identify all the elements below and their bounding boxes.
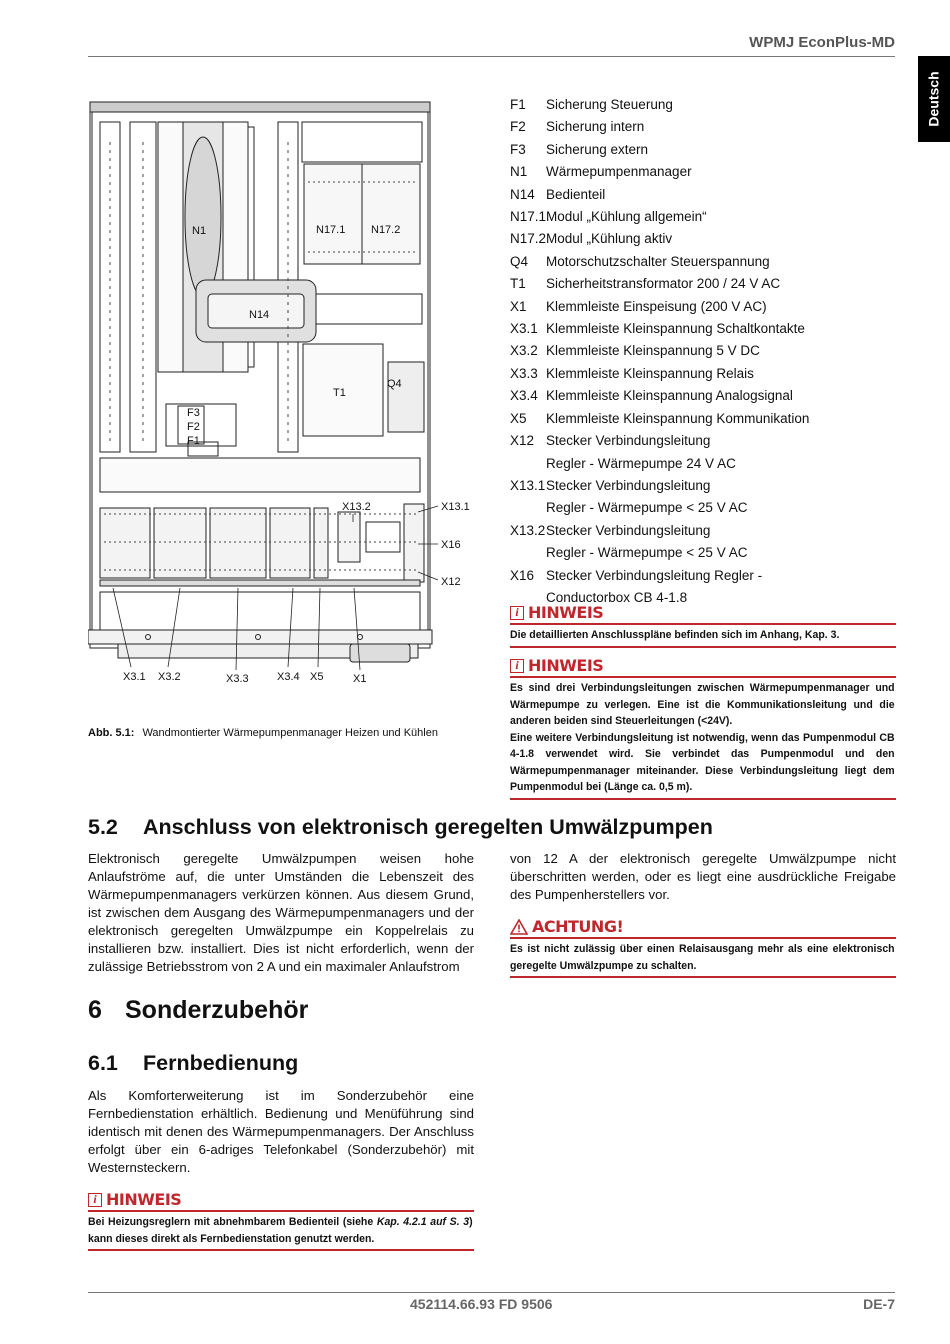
- label-f2: F2: [187, 421, 200, 433]
- note-hint-3: [88, 1190, 474, 1251]
- control-cabinet-diagram: [88, 82, 478, 688]
- legend-code: X3.2: [510, 343, 538, 359]
- legend-description-line: Conductorbox CB 4-1.8: [546, 589, 688, 605]
- legend-description-line: Sicherung extern: [546, 141, 649, 157]
- language-tab-label: Deutsch: [926, 71, 943, 127]
- legend-code: X3.1: [510, 321, 538, 337]
- legend-item: [510, 340, 900, 362]
- legend-description: [546, 296, 900, 318]
- figure-caption-text: Wandmontierter Wärmepumpenmanager Heizen und Kühlen: [142, 727, 438, 739]
- label-x13-2: X13.2: [342, 501, 371, 513]
- legend-description-line: Modul „Kühlung allgemein“: [546, 209, 707, 225]
- legend-code: X3.4: [510, 388, 538, 404]
- legend-code: F3: [510, 141, 526, 157]
- note-body-reference: Kap. 4.2.1 auf S. 3: [376, 1216, 470, 1228]
- legend-description-line: Stecker Verbindungsleitung: [546, 522, 711, 538]
- note-body-part-2: Eine weitere Verbindungsleitung ist notwendig, wenn das Pumpenmodul CB 4-1.8 verwendet wird. Sie verbindet das Pumpenmodul und den Wärmepumpenmanager miteinander. Diese Verbindungsleitung liegt dem Pumpenmodul bei (Länge ca. 0,5 m).: [510, 731, 895, 793]
- legend-item: [510, 475, 900, 520]
- legend-description: [546, 385, 900, 407]
- legend-item: [510, 206, 900, 228]
- legend-code: F2: [510, 119, 526, 135]
- note-hint-1: [510, 603, 896, 648]
- legend-code: N14: [510, 186, 535, 202]
- note-header: [510, 656, 896, 678]
- legend-code: X3.3: [510, 365, 538, 381]
- legend-code: F1: [510, 97, 526, 112]
- label-x3-2: X3.2: [158, 671, 181, 683]
- legend-item: [510, 251, 900, 273]
- legend-item: [510, 139, 900, 161]
- language-tab: [918, 56, 950, 142]
- legend-code: X13.1: [510, 477, 546, 493]
- legend-item: [510, 94, 900, 116]
- legend-item: [510, 228, 900, 250]
- figure-caption: [88, 727, 438, 739]
- label-x12: X12: [441, 576, 461, 588]
- legend-description: [546, 475, 900, 520]
- note-body: [510, 678, 895, 798]
- warning-title: ACHTUNG!: [532, 917, 624, 936]
- section-number: 6.1: [88, 1051, 118, 1075]
- legend-item: [510, 430, 900, 475]
- label-x13-1: X13.1: [441, 501, 470, 513]
- note-header: [510, 603, 896, 625]
- label-n17-2: N17.2: [371, 224, 401, 236]
- legend-code: X16: [510, 567, 535, 583]
- legend-description-line: Klemmleiste Kleinspannung Kommunikation: [546, 410, 810, 426]
- legend-item: [510, 296, 900, 318]
- header-title: WPMJ EconPlus-MD: [749, 34, 895, 51]
- note-body-part-1: Es sind drei Verbindungsleitungen zwischen Wärmepumpenmanager und Wärmepumpe zu verlegen. Eine ist die Kommunikationsleitung und die anderen beiden sind Steuerleitungen (<24V).: [510, 682, 895, 727]
- legend-item: [510, 184, 900, 206]
- legend-description-line: Stecker Verbindungsleitung: [546, 433, 711, 449]
- legend-description: [546, 228, 900, 250]
- legend-code: N17.1: [510, 209, 547, 225]
- label-n14: N14: [249, 309, 270, 321]
- section-number: 6: [88, 996, 102, 1024]
- section-title: Sonderzubehör: [125, 996, 309, 1024]
- info-icon: i: [510, 606, 524, 620]
- legend-description-line: Sicherheitstransformator 200 / 24 V AC: [546, 276, 781, 292]
- legend-description: [546, 318, 900, 340]
- label-x1: X1: [353, 673, 367, 685]
- legend-description-line: Klemmleiste Kleinspannung Schaltkontakte: [546, 321, 805, 337]
- label-x16: X16: [441, 539, 461, 551]
- legend-description-line: Klemmleiste Einspeisung (200 V AC): [546, 298, 767, 314]
- warning-body: Es ist nicht zulässig über einen Relaisausgang mehr als eine elektronisch geregelte Umwälzpumpe zu schalten.: [510, 943, 895, 972]
- warning-box: [510, 917, 896, 978]
- legend-description: [546, 184, 900, 206]
- label-x3-4: X3.4: [277, 671, 300, 683]
- legend-code: X5: [510, 410, 527, 426]
- legend-description-line: Regler - Wärmepumpe < 25 V AC: [546, 500, 748, 516]
- legend-description-line: Modul „Kühlung aktiv: [546, 231, 673, 247]
- legend-description: [546, 116, 900, 138]
- legend-description-line: Klemmleiste Kleinspannung Relais: [546, 365, 754, 381]
- label-t1: T1: [333, 387, 346, 399]
- section-title: Anschluss von elektronisch geregelten Umwälzpumpen: [143, 815, 713, 839]
- footer-rule: [88, 1292, 895, 1293]
- legend-description: [546, 251, 900, 273]
- legend-code: Q4: [510, 253, 529, 269]
- legend-item: [510, 318, 900, 340]
- section-title: Fernbedienung: [143, 1051, 299, 1075]
- figure-caption-label: Abb. 5.1:: [88, 727, 135, 739]
- legend-code: T1: [510, 276, 526, 292]
- legend-code: X1: [510, 298, 527, 314]
- legend-item: [510, 363, 900, 385]
- section-6-heading: [88, 996, 308, 1025]
- legend-description: [546, 363, 900, 385]
- legend-code: N17.2: [510, 231, 547, 247]
- legend-description-line: Klemmleiste Kleinspannung Analogsignal: [546, 388, 793, 404]
- legend-code: N1: [510, 164, 528, 180]
- legend-description-line: Bedienteil: [546, 186, 606, 202]
- footer-page-number: DE-7: [863, 1296, 895, 1312]
- note-title: HINWEIS: [528, 656, 604, 675]
- legend-description: [546, 273, 900, 295]
- legend-item: [510, 408, 900, 430]
- legend-item: [510, 116, 900, 138]
- section-number: 5.2: [88, 815, 118, 839]
- legend-description: [546, 430, 900, 475]
- label-f1: F1: [187, 435, 200, 447]
- legend-item: [510, 520, 900, 565]
- label-n17-1: N17.1: [316, 224, 346, 236]
- legend-code: X12: [510, 433, 535, 449]
- legend-item: [510, 273, 900, 295]
- legend-description: [546, 161, 900, 183]
- info-icon: i: [88, 1193, 102, 1207]
- header-rule: [88, 56, 895, 57]
- footer-document-code: 452114.66.93 FD 9506: [410, 1296, 553, 1312]
- section-5-2-text-right: von 12 A der elektronisch geregelte Umwälzpumpe nicht überschritten werden, oder es liegt eine ausdrückliche Freigabe des Pumpenherstellers vor.: [510, 851, 896, 902]
- section-6-1-heading: [88, 1051, 298, 1076]
- legend-description: [546, 520, 900, 565]
- note-body-b: ) kann dieses direkt als Fernbedienstation genutzt werden.: [88, 1216, 473, 1245]
- legend-description-line: Stecker Verbindungsleitung Regler -: [546, 567, 763, 583]
- note-title: HINWEIS: [528, 603, 604, 622]
- note-title: HINWEIS: [106, 1190, 182, 1209]
- legend-description-line: Regler - Wärmepumpe 24 V AC: [546, 455, 736, 471]
- note-body: Die detaillierten Anschlusspläne befinden sich im Anhang, Kap. 3.: [510, 629, 840, 641]
- info-icon: i: [510, 659, 524, 673]
- legend-description: [546, 340, 900, 362]
- section-5-2-heading: [88, 815, 713, 840]
- section-6-1-text: Als Komforterweiterung ist im Sonderzubehör eine Fernbedienstation erhältlich. Bedienung und Menüführung sind identisch mit denen des Wärmepumpenmanagers. Der Anschluss erfolgt über ein 6-adriges Telefonkabel (Sonderzubehör) mit Westernsteckern.: [88, 1088, 474, 1175]
- note-header: [88, 1190, 474, 1212]
- label-f3: F3: [187, 407, 200, 419]
- legend-description-line: Sicherung intern: [546, 119, 645, 135]
- legend-description-line: Sicherung Steuerung: [546, 97, 673, 112]
- label-x3-3: X3.3: [226, 673, 249, 685]
- warning-header: [510, 917, 896, 939]
- legend-description-line: Regler - Wärmepumpe < 25 V AC: [546, 545, 748, 561]
- legend-description-line: Klemmleiste Kleinspannung 5 V DC: [546, 343, 760, 359]
- legend-item: [510, 161, 900, 183]
- legend-description-line: Motorschutzschalter Steuerspannung: [546, 253, 770, 269]
- section-5-2-text-left: Elektronisch geregelte Umwälzpumpen weisen hohe Anlaufströme auf, die unter Umständen die Lebenszeit des Wärmepumpenmanagers verkürzen können. Aus diesem Grund, ist zwischen dem Ausgang des Wärmepumpenmanagers und der elektronisch geregelten Umwälzpumpe ein Koppelrelais zu installieren bzw. installiert. Dies ist nicht erforderlich, wenn der zulässige Betriebsstrom von 2 A und ein maximaler Anlaufstrom: [88, 851, 474, 974]
- label-n1: N1: [192, 225, 207, 237]
- legend-description: [546, 139, 900, 161]
- label-q4: Q4: [387, 378, 402, 390]
- warning-triangle-icon: [510, 919, 528, 935]
- legend-description-line: Wärmepumpenmanager: [546, 164, 692, 180]
- legend-description: [546, 94, 900, 116]
- legend-description: [546, 206, 900, 228]
- note-body: [88, 1212, 473, 1249]
- note-hint-2: [510, 656, 896, 800]
- label-x5: X5: [310, 671, 324, 683]
- legend-description-line: Stecker Verbindungsleitung: [546, 477, 711, 493]
- label-x3-1: X3.1: [123, 671, 146, 683]
- component-legend: [510, 94, 900, 609]
- legend-description: [546, 408, 900, 430]
- note-body-a: Bei Heizungsreglern mit abnehmbarem Bedienteil (siehe: [88, 1216, 377, 1228]
- legend-item: [510, 385, 900, 407]
- legend-code: X13.2: [510, 522, 546, 538]
